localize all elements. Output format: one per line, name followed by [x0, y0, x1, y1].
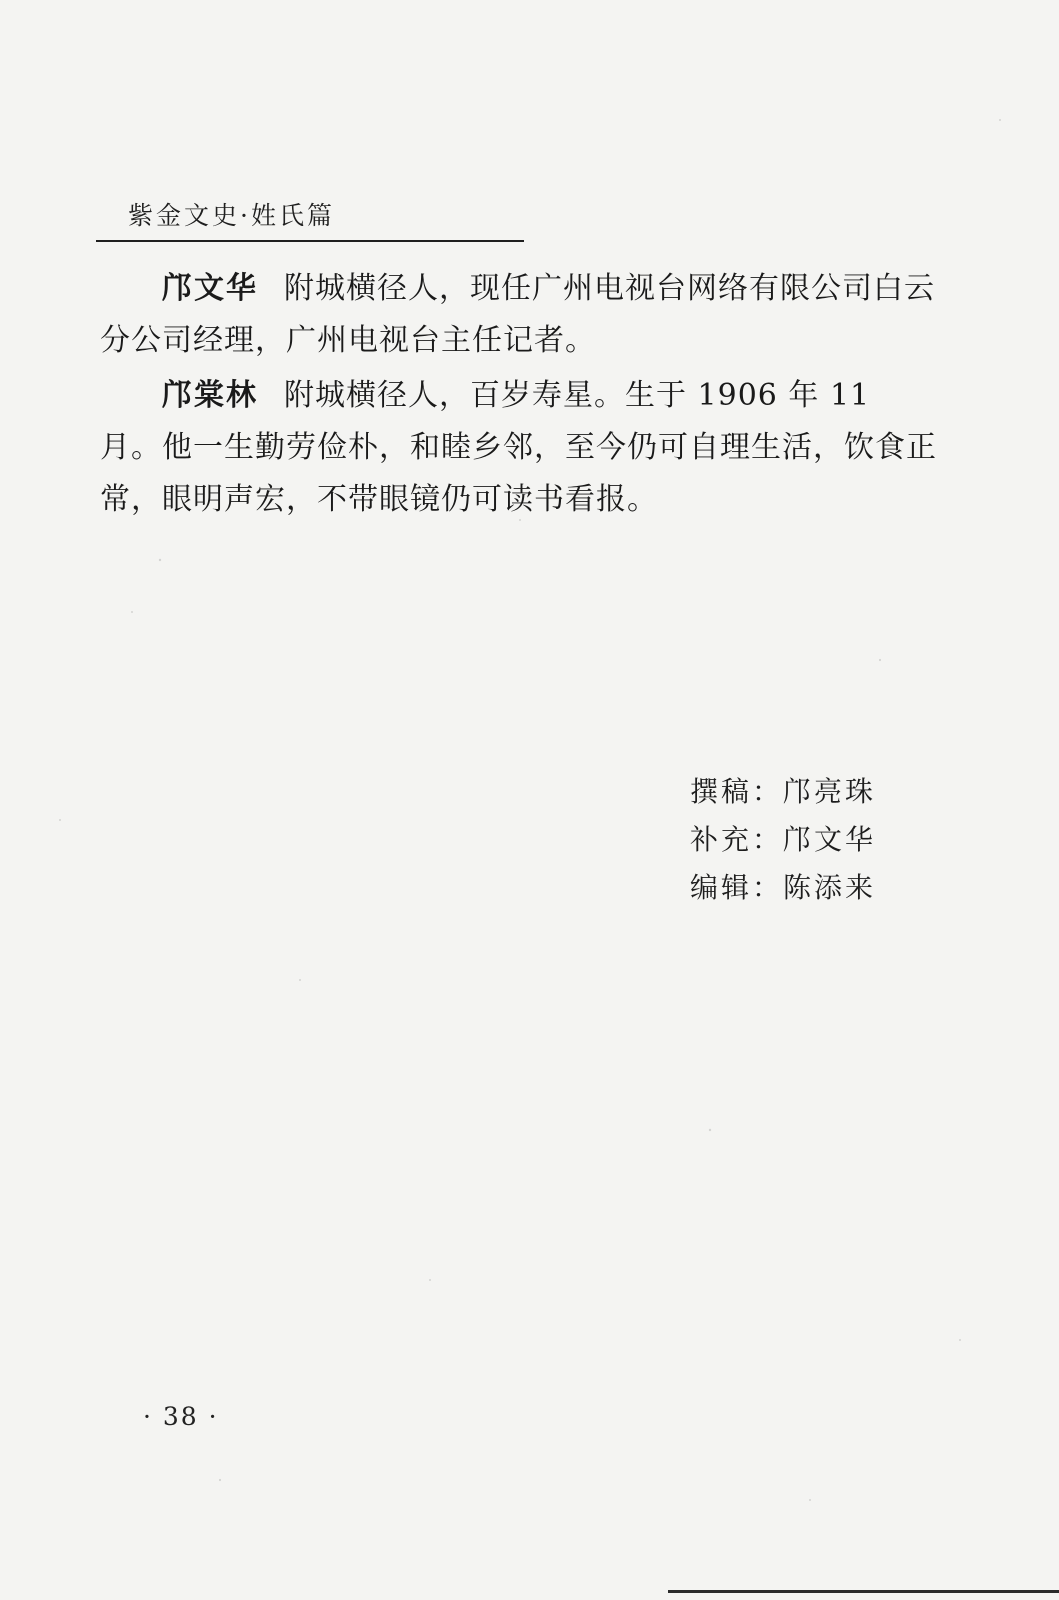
credit-supplement: 补充：邝文华 — [690, 823, 877, 856]
header-rule — [96, 240, 524, 242]
credit-writer: 撰稿：邝亮珠 — [690, 775, 877, 808]
entry-name: 邝文华 — [162, 271, 258, 306]
credits-block — [690, 768, 876, 912]
entry-text: 附城横径人，现任广州电视台网络有限公司白云分公司经理，广州电视台主任记者。 — [100, 271, 935, 358]
running-header: 紫金文史·姓氏篇 — [128, 201, 335, 230]
page-number: · 38 · — [143, 1402, 219, 1431]
credit-editor: 编辑：陈添来 — [690, 871, 877, 904]
body-text — [100, 263, 940, 529]
entry-name: 邝棠林 — [162, 378, 258, 413]
biography-entry — [100, 263, 940, 367]
bottom-edge-line — [668, 1590, 1059, 1593]
biography-entry — [100, 370, 940, 526]
entry-text: 附城横径人，百岁寿星。生于 1906 年 11 月。他一生勤劳俭朴，和睦乡邻，至今仍可自理生活，饮食正常，眼明声宏，不带眼镜仍可读书看报。 — [100, 378, 937, 517]
